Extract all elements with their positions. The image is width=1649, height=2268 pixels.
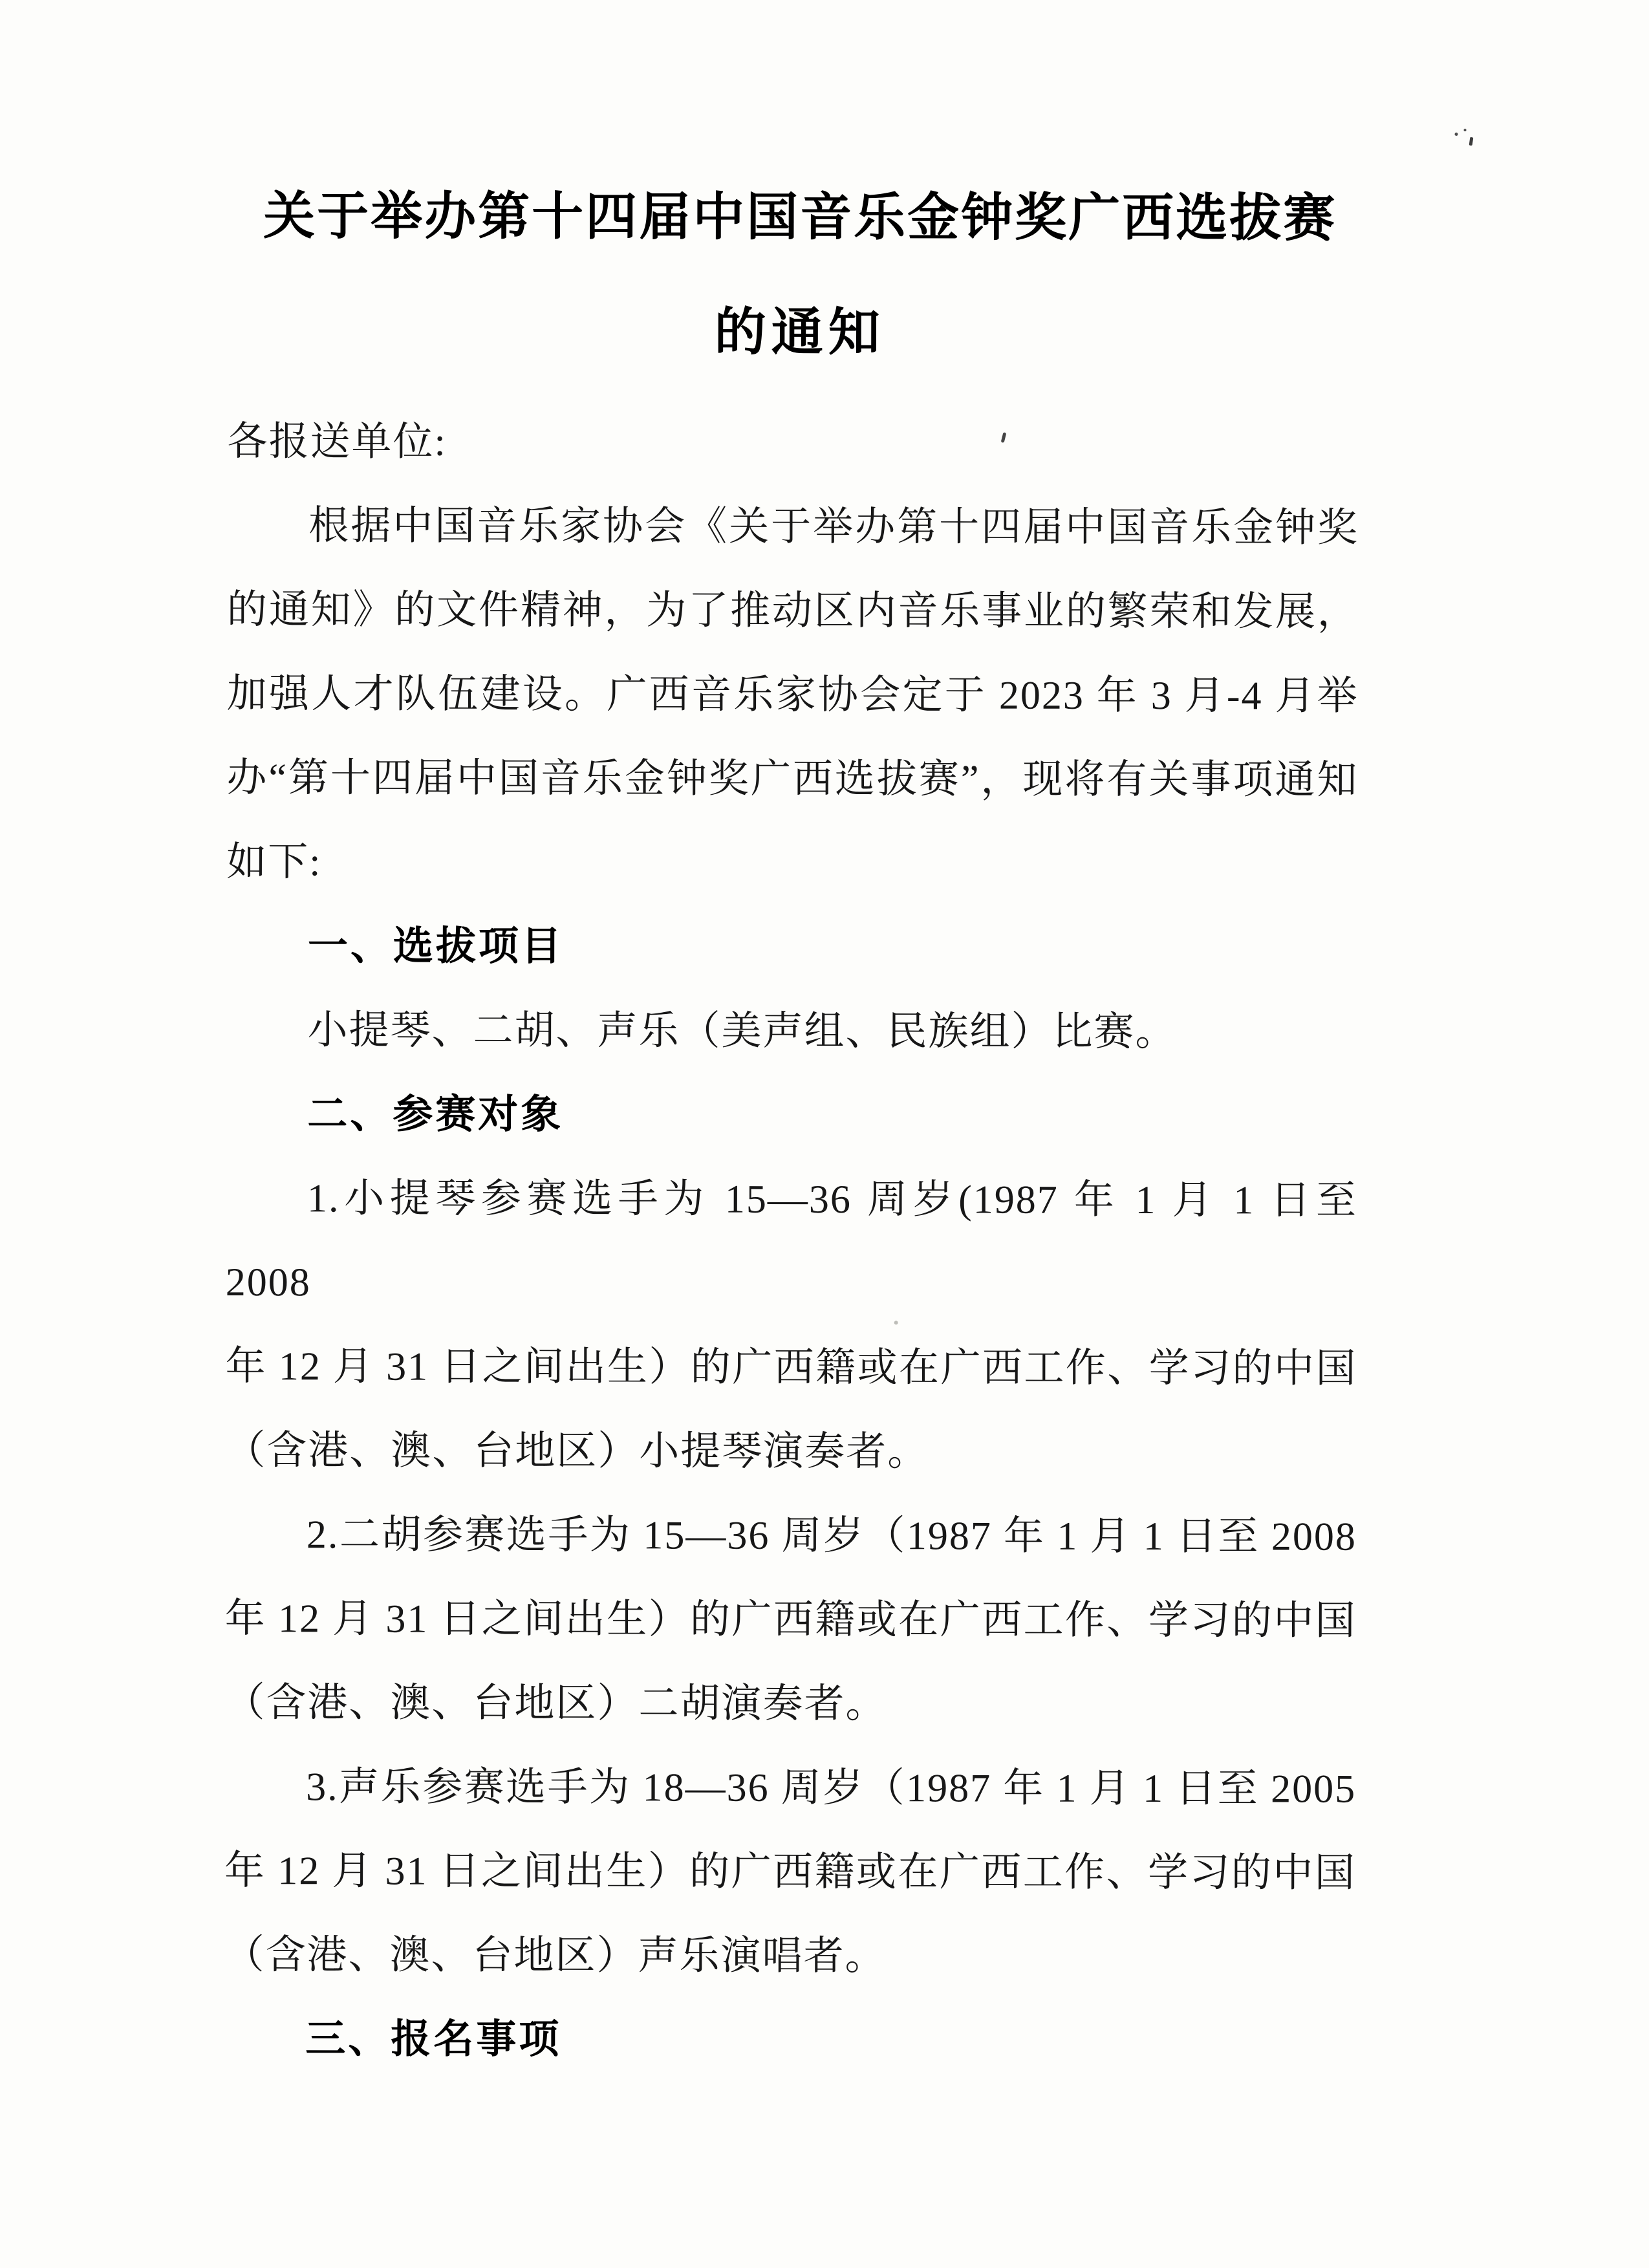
body-line: 加强人才队伍建设。广西音乐家协会定于 2023 年 3 月-4 月举 [226,672,1359,718]
body-line: （含港、澳、台地区）声乐演唱者。 [224,1933,887,1979]
body-line: 年 12 月 31 日之间出生）的广西籍或在广西工作、学习的中国 [224,1849,1356,1895]
document-body [224,400,1359,2084]
scan-speckle [1469,137,1474,146]
body-line: 1.小提琴参赛选手为 15—36 周岁(1987 年 1 月 1 日至 2008 [225,1176,1358,1305]
section-heading: 三、报名事项 [305,2016,562,2062]
body-line: 各报送单位: [227,420,447,464]
body-line: （含港、澳、台地区）小提琴演奏者。 [225,1429,929,1474]
section-heading: 一、选拔项目 [307,923,564,969]
body-line: 办“第十四届中国音乐金钟奖广西选拔赛”，现将有关事项通知 [226,756,1359,803]
document-title-line2: 的通知 [714,303,885,362]
document-title-line1: 关于举办第十四届中国音乐金钟奖广西选拔赛 [263,187,1337,247]
body-line: 如下: [226,840,322,885]
body-line: （含港、澳、台地区）二胡演奏者。 [224,1681,887,1727]
scan-speckle [894,1321,898,1324]
body-line: 3.声乐参赛选手为 18—36 周岁（1987 年 1 月 1 日至 2005 [306,1765,1357,1811]
body-line: 2.二胡参赛选手为 15—36 周岁（1987 年 1 月 1 日至 2008 [306,1513,1357,1559]
scan-speckle [1464,129,1467,131]
scan-speckle [1455,133,1458,136]
body-line: 年 12 月 31 日之间出生）的广西籍或在广西工作、学习的中国 [224,1597,1357,1643]
body-line: 年 12 月 31 日之间出生）的广西籍或在广西工作、学习的中国 [225,1345,1357,1391]
body-line: 的通知》的文件精神，为了推动区内音乐事业的繁荣和发展， [226,588,1359,634]
body-line: 根据中国音乐家协会《关于举办第十四届中国音乐金钟奖 [308,504,1359,550]
body-line: 小提琴、二胡、声乐（美声组、民族组）比赛。 [307,1008,1177,1055]
section-heading: 二、参赛对象 [307,1092,564,1138]
